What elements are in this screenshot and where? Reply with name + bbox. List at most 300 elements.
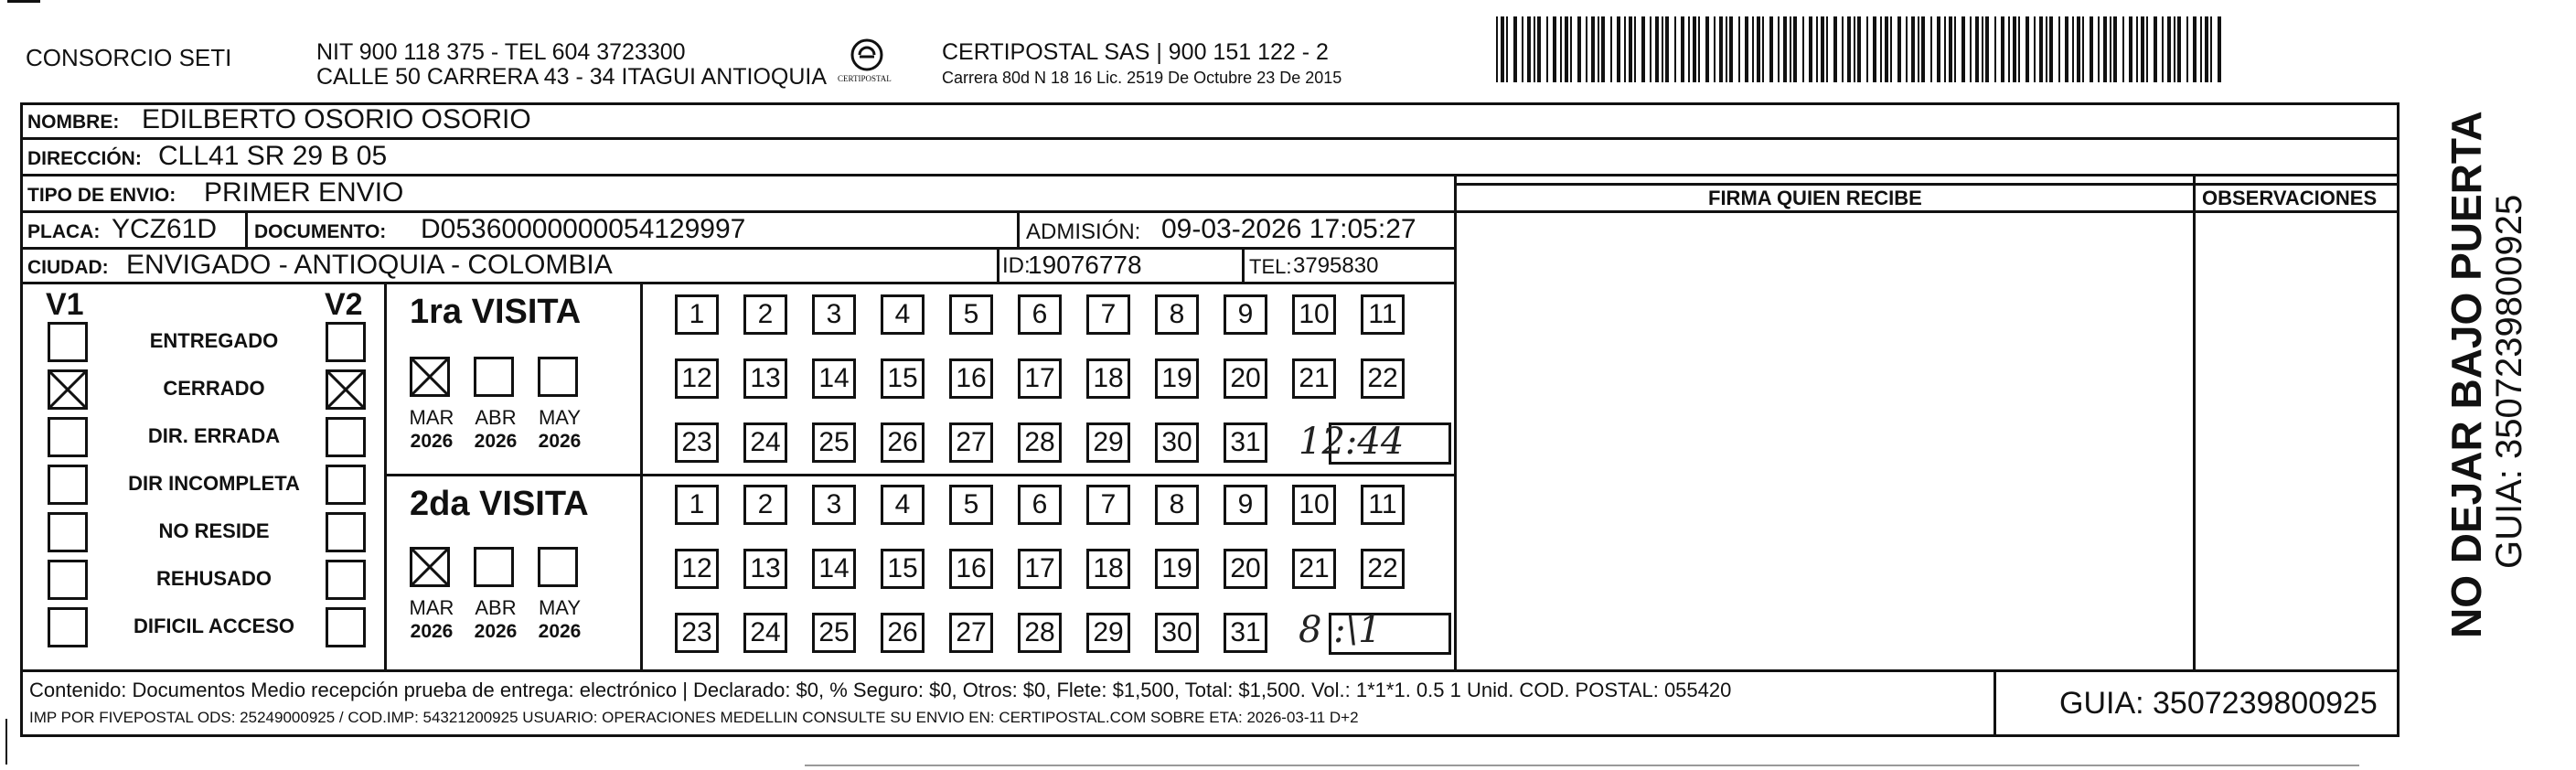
observaciones-label: OBSERVACIONES	[2202, 187, 2378, 209]
day-box[interactable]	[881, 485, 925, 525]
barcode-bar	[1949, 16, 1952, 82]
barcode-bar	[1726, 16, 1727, 82]
month-year: 2026	[474, 621, 518, 642]
day-box[interactable]	[675, 294, 719, 335]
barcode-bar	[2013, 16, 2016, 82]
barcode-bar	[1897, 16, 1901, 82]
barcode-bar	[1705, 16, 1709, 82]
footer-imp: IMP POR FIVEPOSTAL ODS: 25249000925 / COD.IMP: 54321200925 USUARIO: OPERACIONES MEDELLIN CONSULTE SU ENVIO EN: CERTIPOSTAL.COM SOBRE ETA: 2026-03-11 D+2	[29, 709, 1359, 726]
barcode-bar	[1534, 16, 1535, 82]
barcode-bar	[1752, 16, 1754, 82]
day-number: 23	[681, 427, 712, 457]
day-number: 5	[963, 489, 979, 519]
visit1-title: 1ra VISITA	[410, 293, 582, 331]
month-year: 2026	[538, 431, 582, 452]
barcode-bar	[1961, 16, 1965, 82]
day-box[interactable]	[1155, 422, 1199, 463]
day-number: 31	[1230, 427, 1261, 457]
id-label: ID:	[1002, 253, 1031, 278]
v1-checkbox[interactable]	[48, 512, 88, 552]
barcode-bar	[2122, 16, 2124, 82]
day-number: 12	[681, 363, 712, 393]
day-box[interactable]	[949, 294, 993, 335]
day-box[interactable]	[1361, 358, 1405, 399]
day-number: 29	[1093, 427, 1124, 457]
barcode-bar	[1790, 16, 1791, 82]
barcode-bar	[1624, 16, 1626, 82]
barcode-bar	[2146, 16, 2148, 82]
day-number: 26	[887, 617, 918, 647]
day-box[interactable]	[1018, 549, 1062, 589]
barcode-bar	[2205, 16, 2208, 82]
footer-guia-divider	[1993, 669, 1996, 737]
address-line: CALLE 50 CARRERA 43 - 34 ITAGUI ANTIOQUIA	[316, 64, 828, 90]
day-box[interactable]	[1086, 485, 1130, 525]
day-box[interactable]	[743, 613, 787, 653]
x-mark-icon	[1363, 297, 1402, 332]
visit1-time: 12:44	[1299, 421, 1405, 463]
ciudad-value: ENVIGADO - ANTIOQUIA - COLOMBIA	[126, 250, 613, 280]
month-year: 2026	[410, 621, 454, 642]
footer-guia: GUIA: 3507239800925	[2059, 686, 2378, 721]
barcode-bar	[1885, 16, 1888, 82]
day-number: 1	[689, 489, 705, 519]
day-box[interactable]	[812, 358, 856, 399]
x-mark-icon	[412, 359, 447, 394]
barcode-bar	[1738, 16, 1740, 82]
barcode-bar	[2072, 16, 2074, 82]
day-number: 24	[750, 427, 781, 457]
visit2-time: 8 :\1	[1299, 609, 1382, 651]
barcode-bar	[1757, 16, 1760, 82]
barcode-bar	[1821, 16, 1824, 82]
barcode-bar	[1719, 16, 1723, 82]
day-box[interactable]	[1361, 294, 1405, 335]
day-box[interactable]	[1361, 549, 1405, 589]
day-number: 14	[818, 553, 850, 583]
day-box[interactable]	[743, 422, 787, 463]
barcode-bar	[2039, 16, 2043, 82]
status-label: REHUSADO	[156, 567, 272, 590]
status-label: CERRADO	[163, 377, 265, 400]
barcode-bar	[1954, 16, 1956, 82]
day-box[interactable]	[1018, 358, 1062, 399]
v1-checkbox[interactable]	[48, 369, 88, 410]
day-box[interactable]	[743, 485, 787, 525]
day-box[interactable]	[675, 422, 719, 463]
barcode-bar	[1930, 16, 1932, 82]
tel-value: 3795830	[1293, 253, 1379, 278]
day-number: 25	[818, 617, 850, 647]
day-box[interactable]	[1018, 422, 1062, 463]
admision-label: ADMISIÓN:	[1026, 219, 1141, 244]
barcode-bar	[2058, 16, 2060, 82]
barcode-bar	[1729, 16, 1733, 82]
day-box[interactable]	[1292, 294, 1336, 335]
month-label: MAY	[538, 406, 582, 429]
ciudad-label: CIUDAD:	[27, 257, 109, 278]
firma-label: FIRMA QUIEN RECIBE	[1708, 187, 1922, 209]
barcode-bar	[2162, 16, 2164, 82]
left-scan-line	[5, 719, 7, 765]
day-box[interactable]	[949, 549, 993, 589]
barcode-bar	[1994, 16, 1996, 82]
barcode-bar	[2046, 16, 2047, 82]
day-number: 10	[1299, 489, 1330, 519]
v2-checkbox[interactable]	[326, 465, 366, 505]
barcode-bar	[1854, 16, 1855, 82]
day-box[interactable]	[881, 613, 925, 653]
barcode-bar	[1570, 16, 1572, 82]
barcode-bar	[2103, 16, 2107, 82]
barcode-bar	[1513, 16, 1517, 82]
barcode-bar	[1778, 16, 1780, 82]
barcode-bar	[1745, 16, 1748, 82]
day-box[interactable]	[1018, 485, 1062, 525]
row-line-1	[20, 137, 2400, 140]
day-box[interactable]	[1086, 613, 1130, 653]
barcode-bar	[1985, 16, 1989, 82]
barcode-bar	[1560, 16, 1562, 82]
month-checkbox[interactable]	[474, 357, 514, 397]
barcode-bar	[1970, 16, 1972, 82]
status-label: DIR. ERRADA	[147, 424, 281, 447]
barcode-bar	[2167, 16, 2171, 82]
barcode-bar	[2001, 16, 2004, 82]
v2-checkbox[interactable]	[326, 560, 366, 600]
placa-label: PLACA:	[27, 221, 101, 242]
barcode-bar	[2110, 16, 2111, 82]
day-box[interactable]	[1224, 358, 1267, 399]
barcode-bar	[1826, 16, 1828, 82]
barcode-bar	[1553, 16, 1556, 82]
placa-divider	[245, 210, 248, 247]
v1-checkbox[interactable]	[48, 465, 88, 505]
day-box[interactable]	[1155, 358, 1199, 399]
day-box[interactable]	[1155, 613, 1199, 653]
day-number: 20	[1230, 363, 1261, 393]
barcode-bar	[1982, 16, 1983, 82]
day-box[interactable]	[675, 549, 719, 589]
tipo-envio-label: TIPO DE ENVIO:	[27, 185, 176, 206]
day-number: 22	[1367, 553, 1398, 583]
barcode-bar	[1921, 16, 1925, 82]
day-number: 21	[1299, 363, 1330, 393]
month-checkbox[interactable]	[474, 547, 514, 587]
barcode-bar	[2193, 16, 2197, 82]
day-number: 22	[1367, 363, 1398, 393]
day-box[interactable]	[1292, 358, 1336, 399]
month-checkbox[interactable]	[538, 547, 578, 587]
day-number: 16	[956, 553, 987, 583]
barcode-bar	[2090, 16, 2093, 82]
status-label: NO RESIDE	[158, 519, 270, 542]
v1-checkbox[interactable]	[48, 322, 88, 362]
day-box[interactable]	[1292, 549, 1336, 589]
day-box[interactable]	[1155, 294, 1199, 335]
day-number: 17	[1024, 363, 1055, 393]
carrier-line: CERTIPOSTAL SAS | 900 151 122 - 2	[942, 39, 1329, 65]
day-box[interactable]	[743, 358, 787, 399]
barcode-bar	[1906, 16, 1908, 82]
day-number: 15	[887, 553, 918, 583]
day-number: 26	[887, 427, 918, 457]
month-checkbox[interactable]	[410, 357, 450, 397]
month-label: MAR	[409, 596, 454, 619]
barcode-bar	[1522, 16, 1523, 82]
barcode-bar	[2034, 16, 2036, 82]
barcode-bar	[2026, 16, 2029, 82]
day-number: 11	[1368, 489, 1397, 519]
day-number: 2	[757, 489, 774, 519]
row-line-3	[20, 210, 1456, 213]
barcode-bar	[1565, 16, 1568, 82]
day-number: 16	[956, 363, 987, 393]
day-box[interactable]	[1361, 485, 1405, 525]
row-line-2	[20, 174, 2400, 176]
day-box[interactable]	[1018, 294, 1062, 335]
barcode-bar	[1634, 16, 1636, 82]
v2-checkbox[interactable]	[326, 417, 366, 457]
id-divider	[997, 247, 999, 282]
v1-label: V1	[46, 287, 84, 322]
day-box[interactable]	[812, 294, 856, 335]
day-number: 15	[887, 363, 918, 393]
day-number: 25	[818, 427, 850, 457]
footer-top-line	[20, 669, 2400, 672]
day-box[interactable]	[949, 613, 993, 653]
barcode-bar	[1762, 16, 1764, 82]
month-checkbox[interactable]	[410, 547, 450, 587]
barcode-bar	[1577, 16, 1581, 82]
day-box[interactable]	[881, 549, 925, 589]
barcode-bar	[1586, 16, 1587, 82]
top-scan-line	[7, 0, 40, 3]
tel-divider	[1242, 247, 1245, 282]
day-box[interactable]	[949, 485, 993, 525]
barcode-bar	[1641, 16, 1645, 82]
documento-label: DOCUMENTO:	[254, 221, 387, 242]
barcode-bar	[2154, 16, 2157, 82]
barcode-bar	[1650, 16, 1651, 82]
barcode-bar	[2186, 16, 2188, 82]
barcode-bar	[2200, 16, 2202, 82]
barcode-bar	[1802, 16, 1804, 82]
v1-checkbox[interactable]	[48, 417, 88, 457]
barcode-bar	[1816, 16, 1818, 82]
day-number: 27	[956, 617, 987, 647]
direccion-value: CLL41 SR 29 B 05	[158, 141, 388, 171]
visit-split-line	[384, 474, 1454, 476]
day-number: 18	[1093, 553, 1124, 583]
day-number: 29	[1093, 617, 1124, 647]
day-box[interactable]	[812, 485, 856, 525]
status-label: DIR INCOMPLETA	[128, 472, 300, 495]
barcode-bar	[2129, 16, 2132, 82]
barcode-bar	[1496, 16, 1498, 82]
day-box[interactable]	[881, 422, 925, 463]
barcode-bar	[1890, 16, 1892, 82]
row-line-5	[20, 282, 1456, 284]
day-number: 5	[963, 299, 979, 329]
month-year: 2026	[474, 431, 518, 452]
day-box[interactable]	[1155, 485, 1199, 525]
day-box[interactable]	[1086, 294, 1130, 335]
day-box[interactable]	[812, 422, 856, 463]
barcode-bar	[1662, 16, 1663, 82]
month-checkbox[interactable]	[538, 357, 578, 397]
day-box[interactable]	[743, 549, 787, 589]
carrier-license: Carrera 80d N 18 16 Lic. 2519 De Octubre 23 De 2015	[942, 69, 1342, 87]
day-number: 14	[818, 363, 850, 393]
day-box[interactable]	[949, 358, 993, 399]
day-number: 3	[826, 489, 842, 519]
day-number: 31	[1230, 617, 1261, 647]
nit-line: NIT 900 118 375 - TEL 604 3723300	[316, 39, 686, 65]
barcode-bar	[1617, 16, 1620, 82]
day-number: 9	[1237, 299, 1254, 329]
day-box[interactable]	[1224, 549, 1267, 589]
day-number: 4	[894, 299, 911, 329]
barcode-bar	[1911, 16, 1915, 82]
barcode-bar	[2136, 16, 2138, 82]
barcode-bar	[1842, 16, 1844, 82]
v2-checkbox[interactable]	[326, 607, 366, 647]
day-box[interactable]	[881, 294, 925, 335]
x-mark-icon	[678, 551, 716, 586]
barcode-bar	[1655, 16, 1659, 82]
day-box[interactable]	[743, 294, 787, 335]
day-box[interactable]	[675, 358, 719, 399]
day-box[interactable]	[1086, 549, 1130, 589]
day-number: 30	[1161, 617, 1192, 647]
v2-checkbox[interactable]	[326, 369, 366, 410]
barcode-bar	[2210, 16, 2212, 82]
admision-value: 09-03-2026 17:05:27	[1161, 214, 1416, 244]
day-number: 1	[689, 299, 705, 329]
day-box[interactable]	[1086, 358, 1130, 399]
barcode-bar	[1833, 16, 1837, 82]
day-number: 7	[1100, 489, 1117, 519]
company-name: CONSORCIO SETI	[26, 44, 232, 71]
barcode-bar	[1944, 16, 1946, 82]
barcode-bar	[1918, 16, 1919, 82]
day-number: 4	[894, 489, 911, 519]
barcode-bar	[1681, 16, 1684, 82]
day-number: 28	[1024, 427, 1055, 457]
admision-divider	[1017, 210, 1020, 247]
signature-divider	[1454, 174, 1457, 669]
day-box[interactable]	[812, 549, 856, 589]
day-box[interactable]	[1018, 613, 1062, 653]
day-number: 3	[826, 299, 842, 329]
day-box[interactable]	[675, 613, 719, 653]
day-number: 20	[1230, 553, 1261, 583]
day-number: 17	[1024, 553, 1055, 583]
barcode-bar	[1598, 16, 1599, 82]
barcode-bar	[2218, 16, 2221, 82]
tel-label: TEL:	[1249, 255, 1292, 278]
day-number: 13	[750, 553, 781, 583]
barcode-bar	[1537, 16, 1541, 82]
day-box[interactable]	[812, 613, 856, 653]
barcode-bar	[1629, 16, 1632, 82]
day-number: 12	[681, 553, 712, 583]
barcode-bar	[1674, 16, 1676, 82]
barcode-bar	[2008, 16, 2010, 82]
barcode-bar	[1809, 16, 1812, 82]
day-box[interactable]	[1292, 485, 1336, 525]
barcode-bar	[2177, 16, 2181, 82]
barcode-bar	[2113, 16, 2117, 82]
day-number: 28	[1024, 617, 1055, 647]
status-label: DIFICIL ACCESO	[133, 615, 294, 637]
row-line-sig2	[1456, 210, 2400, 213]
status-label: ENTREGADO	[149, 329, 279, 352]
day-box[interactable]	[1155, 549, 1199, 589]
barcode-bar	[2082, 16, 2084, 82]
month-label: MAR	[409, 406, 454, 429]
v2-checkbox[interactable]	[326, 322, 366, 362]
month-year: 2026	[538, 621, 582, 642]
barcode-bar	[2141, 16, 2144, 82]
day-number: 6	[1031, 489, 1048, 519]
day-box[interactable]	[1224, 294, 1267, 335]
x-mark-icon	[328, 372, 363, 407]
day-number: 23	[681, 617, 712, 647]
month-label: ABR	[475, 406, 517, 429]
v1-checkbox[interactable]	[48, 607, 88, 647]
x-mark-icon	[50, 372, 85, 407]
barcode-bar	[1527, 16, 1531, 82]
tipo-envio-value: PRIMER ENVIO	[204, 177, 404, 208]
v2-label: V2	[325, 287, 363, 322]
x-mark-icon	[412, 550, 447, 584]
day-box[interactable]	[881, 358, 925, 399]
barcode-bar	[1610, 16, 1612, 82]
documento-value: D05360000000054129997	[421, 214, 746, 244]
day-number: 11	[1368, 299, 1397, 329]
day-number: 24	[750, 617, 781, 647]
day-box[interactable]	[675, 485, 719, 525]
barcode-bar	[2049, 16, 2053, 82]
barcode-bar	[1501, 16, 1504, 82]
day-number: 9	[1237, 489, 1254, 519]
barcode	[1496, 16, 2223, 85]
placa-value: YCZ61D	[112, 214, 218, 244]
barcode-bar	[1601, 16, 1605, 82]
side-guia: GUIA: 3507239800925	[2489, 194, 2529, 569]
day-box[interactable]	[1224, 485, 1267, 525]
barcode-bar	[1880, 16, 1882, 82]
day-box[interactable]	[1224, 613, 1267, 653]
id-value: 19076778	[1028, 251, 1142, 279]
day-box[interactable]	[949, 422, 993, 463]
day-number: 19	[1161, 363, 1192, 393]
day-number: 2	[757, 299, 774, 329]
nombre-label: NOMBRE:	[27, 112, 120, 133]
bottom-scan-line	[805, 765, 2359, 766]
day-number: 19	[1161, 553, 1192, 583]
day-number: 27	[956, 427, 987, 457]
logo-text: CERTIPOSTAL	[838, 74, 892, 83]
day-box[interactable]	[1224, 422, 1267, 463]
v2-checkbox[interactable]	[326, 512, 366, 552]
v1-checkbox[interactable]	[48, 560, 88, 600]
barcode-bar	[1866, 16, 1868, 82]
barcode-bar	[1698, 16, 1700, 82]
day-box[interactable]	[1086, 422, 1130, 463]
